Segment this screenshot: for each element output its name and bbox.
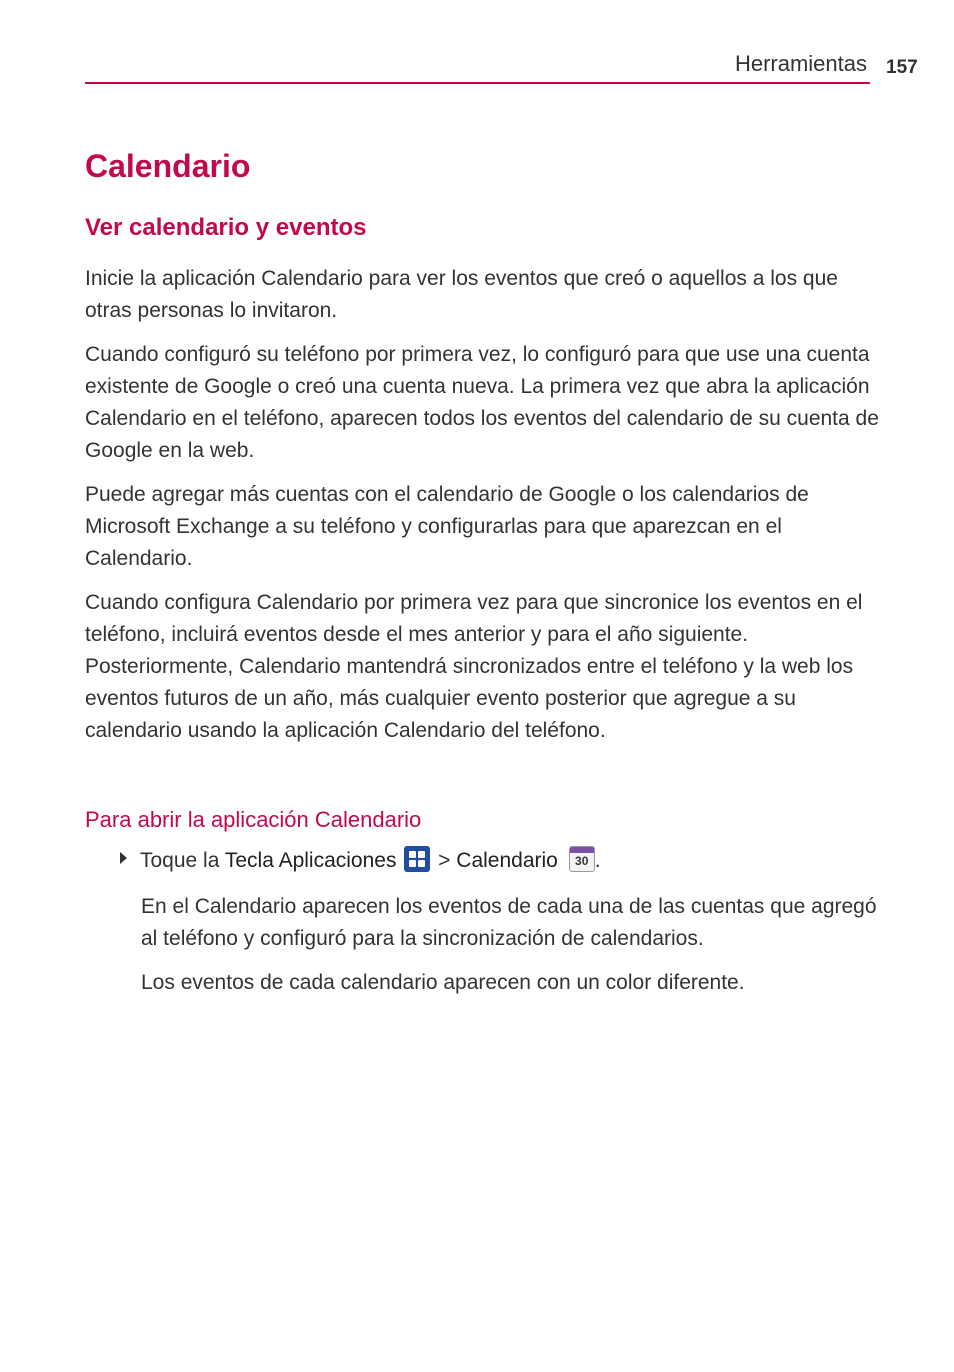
- paragraph: Cuando configuró su teléfono por primera vez, lo configuró para que use una cuenta existente de Google o creó una cuenta nueva. La primera vez que abra la aplicación Calendario en el teléfono, aparecen todos los eventos del calendario de su cuenta de Google en la web.: [85, 343, 879, 462]
- paragraph: Puede agregar más cuentas con el calendario de Google o los calendarios de Microsoft Exchange a su teléfono y configurarlas para que aparezcan en el Calendario.: [85, 483, 809, 570]
- section-subtitle: Ver calendario y eventos: [85, 214, 367, 241]
- procedure-notes: [141, 891, 881, 1011]
- paragraph: Cuando configura Calendario por primera vez para que sincronice los eventos en el teléfono, incluirá eventos desde el mes anterior y para el año siguiente. Posteriormente, Calendario mantendrá sincronizados entre el teléfono y la web los eventos futuros de un año, más cualquier evento posterior que agregue a su calendario usando la aplicación Calendario del teléfono.: [85, 591, 863, 742]
- note-paragraph: Los eventos de cada calendario aparecen con un color diferente.: [141, 971, 745, 994]
- procedure-step: [120, 845, 601, 877]
- step-separator: >: [438, 849, 451, 872]
- step-prefix: Toque la: [140, 849, 220, 872]
- note-paragraph: En el Calendario aparecen los eventos de cada una de las cuentas que agregó al teléfono y configuró para la sincronización de calendarios.: [141, 895, 877, 950]
- page-number: 157: [886, 57, 918, 78]
- calendar-app-label: Calendario: [456, 849, 558, 872]
- calendar-icon-number: 30: [575, 854, 589, 868]
- calendar-icon: [569, 846, 595, 872]
- section-name: Herramientas: [734, 51, 867, 76]
- body-text: [85, 263, 885, 759]
- paragraph: Inicie la aplicación Calendario para ver los eventos que creó o aquellos a los que otras personas lo invitaron.: [85, 267, 838, 322]
- page-title: Calendario: [85, 148, 251, 184]
- step-end: .: [594, 849, 601, 872]
- apps-grid-icon: [404, 846, 430, 872]
- procedure-heading: Para abrir la aplicación Calendario: [85, 807, 422, 832]
- page-header: [85, 50, 870, 84]
- apps-key-label: Tecla Aplicaciones: [224, 849, 397, 872]
- bullet-arrow-icon: [120, 852, 127, 864]
